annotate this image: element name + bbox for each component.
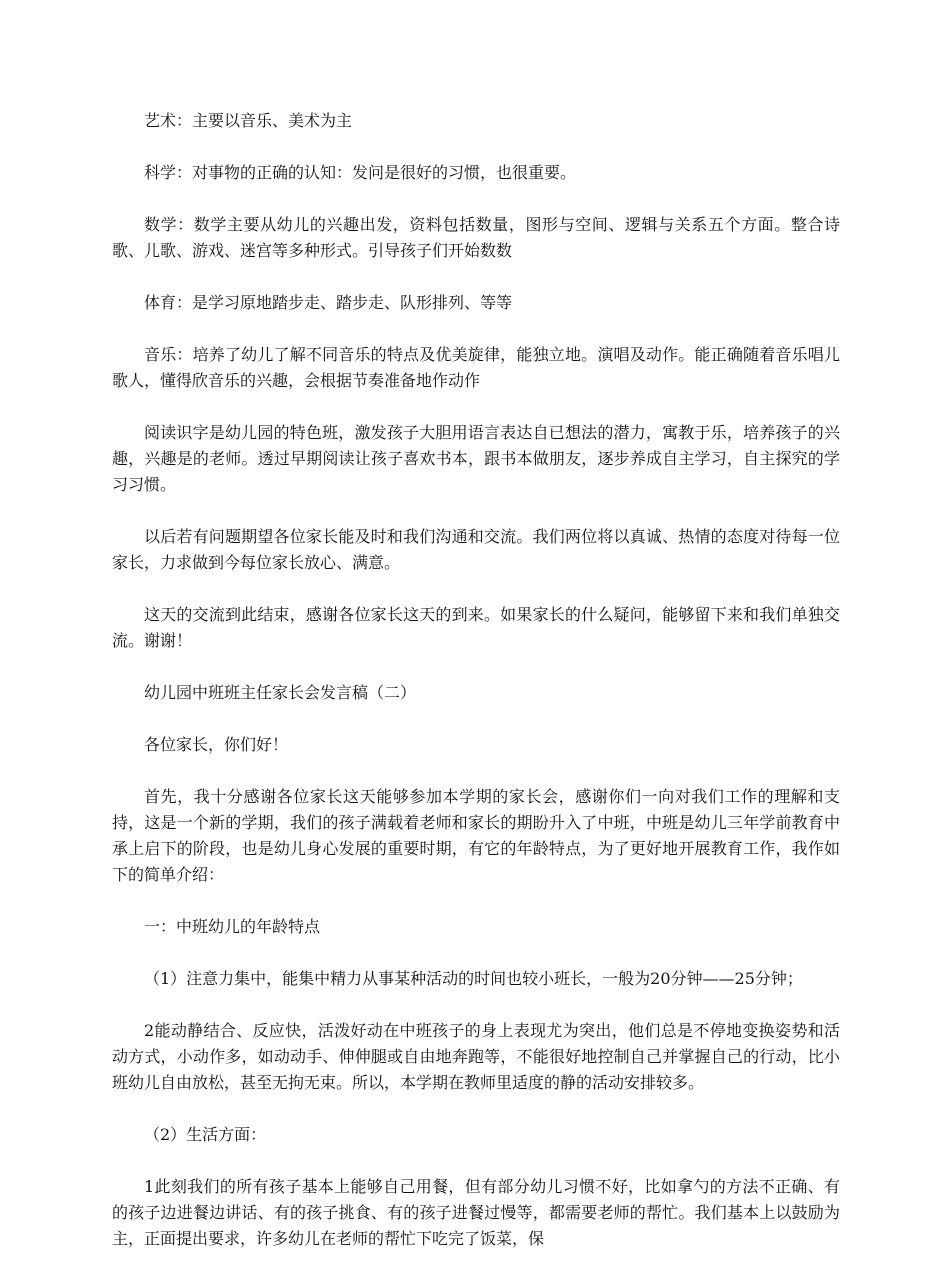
paragraph-communication: 以后若有问题期望各位家长能及时和我们沟通和交流。我们两位将以真诚、热情的态度对待每一位家长，力求做到今每位家长放心、满意。 [112, 527, 840, 572]
greeting: 各位家长，你们好！ [144, 735, 289, 754]
paragraph-math: 数学：数学主要从幼儿的兴趣出发，资料包括数量，图形与空间、逻辑与关系五个方面。整合诗歌、儿歌、游戏、迷宫等多种形式。引导孩子们开始数数 [112, 215, 840, 260]
paragraph-attention: （1）注意力集中，能集中精力从事某种活动的时间也较小班长，一般为20分钟——25分钟； [144, 969, 803, 988]
paragraph-reading: 阅读识字是幼儿园的特色班，激发孩子大胆用语言表达自已想法的潜力，寓教于乐，培养孩子的兴趣，兴趣是的老师。透过早期阅读让孩子喜欢书本，跟书本做朋友，逐步养成自主学习，自主探究的学习习惯。 [112, 423, 840, 494]
paragraph-activity: 2能动静结合、反应快，活泼好动在中班孩子的身上表现尤为突出，他们总是不停地变换姿势和活动方式，小动作多，如动动手、伸伸腿或自由地奔跑等，不能很好地控制自己并掌握自己的行动，比小班幼儿自由放松，甚至无拘无束。所以，本学期在教师里适度的静的活动安排较多。 [112, 1021, 840, 1092]
heading-daily-life: （2）生活方面： [144, 1125, 267, 1144]
paragraph-closing: 这天的交流到此结束，感谢各位家长这天的到来。如果家长的什么疑问，能够留下来和我们单独交流。谢谢！ [112, 605, 840, 650]
paragraph-introduction: 首先，我十分感谢各位家长这天能够参加本学期的家长会，感谢你们一向对我们工作的理解和支持，这是一个新的学期，我们的孩子满载着老师和家长的期盼升入了中班，中班是幼儿三年学前教育中承上启下的阶段，也是幼儿身心发展的重要时期，有它的年龄特点，为了更好地开展教育工作，我作如下的简单介绍： [112, 787, 840, 884]
paragraph-pe: 体育：是学习原地踏步走、踏步走、队形排列、等等 [144, 293, 513, 312]
paragraph-music: 音乐：培养了幼儿了解不同音乐的特点及优美旋律，能独立地。演唱及动作。能正确随着音乐唱儿歌人，懂得欣音乐的兴趣，会根据节奏准备地作动作 [112, 345, 840, 390]
heading-age-characteristics: 一：中班幼儿的年龄特点 [144, 917, 321, 936]
paragraph-science: 科学：对事物的正确的认知：发问是很好的习惯，也很重要。 [144, 163, 577, 182]
paragraph-art: 艺术：主要以音乐、美术为主 [144, 111, 353, 130]
paragraph-meals: 1此刻我们的所有孩子基本上能够自己用餐，但有部分幼儿习惯不好，比如拿勺的方法不正确、有的孩子边进餐边讲话、有的孩子挑食、有的孩子进餐过慢等，都需要老师的帮忙。我们基本上以鼓励为主，正面提出要求，许多幼儿在老师的帮忙下吃完了饭菜，保 [112, 1177, 840, 1248]
section-title: 幼儿园中班班主任家长会发言稿（二） [144, 683, 417, 702]
document-body [112, 108, 840, 1278]
